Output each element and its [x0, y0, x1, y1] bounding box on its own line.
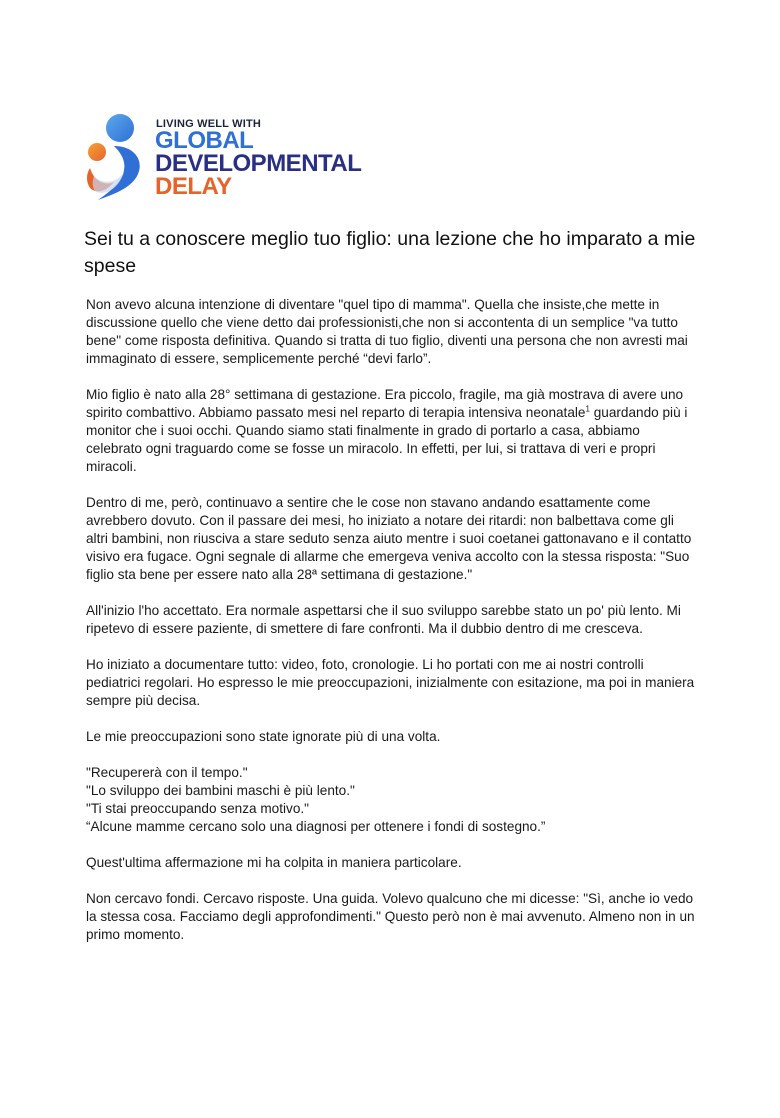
paragraph-birth-part2: guardando più i monitor che i suoi occhi. Quando siamo stati finalmente in grado di portarlo a casa, abbiamo celebrato ogni traguardo come se fosse un miracolo. In effetti, per lui, si trattava di veri e propri miracoli.	[86, 405, 688, 474]
footnote-marker: 1	[585, 404, 590, 414]
logo-word-developmental: DEVELOPMENTAL	[155, 150, 362, 177]
logo-figure-icon	[84, 112, 148, 204]
paragraph-ignored: Le mie preoccupazioni sono state ignorate più di una volta.	[86, 729, 441, 744]
paragraph-birth-part1: Mio figlio è nato alla 28° settimana di gestazione. Era piccolo, fragile, ma già mostrava di avere uno spirito combattivo. Abbiamo passato mesi nel reparto di terapia intensiva neonatale	[86, 387, 684, 420]
paragraph-birth	[86, 386, 698, 476]
quote-line: "Recupererà con il tempo."	[86, 765, 248, 780]
paragraph-documentation: Ho iniziato a documentare tutto: video, foto, cronologie. Li ho portati con me ai nostri controlli pediatrici regolari. Ho espresso le mie preoccupazioni, inizialmente con esitazione, ma poi in maniera sempre più decisa.	[86, 657, 695, 708]
paragraph-seeking-answers: Non cercavo fondi. Cercavo risposte. Una guida. Volevo qualcuno che mi dicesse: "Sì, anche io vedo la stessa cosa. Facciamo degli approfondimenti." Questo però non è mai avvenuto. Almeno non in un primo momento.	[86, 891, 695, 942]
quote-line: "Ti stai preoccupando senza motivo."	[86, 801, 309, 816]
paragraph-acceptance: All'inizio l'ho accettato. Era normale aspettarsi che il suo sviluppo sarebbe stato un po' più lento. Mi ripetevo di essere paziente, di smettere di fare confronti. Ma il dubbio dentro di me cresceva.	[86, 603, 681, 636]
paragraph-doubts: Dentro di me, però, continuavo a sentire che le cose non stavano andando esattamente come avrebbero dovuto. Con il passare dei mesi, ho iniziato a notare dei ritardi: non balbettava come gli altri bambini, non riusciva a stare seduto senza aiuto mentre i suoi coetanei gattonavano e il contatto visivo era fugace. Ogni segnale di allarme che emergeva veniva accolto con la stessa risposta: "Suo figlio sta bene per essere nato alla 28ª settimana di gestazione."	[86, 495, 692, 582]
quote-line: “Alcune mamme cercano solo una diagnosi per ottenere i fondi di sostegno.”	[86, 819, 546, 834]
paragraph-impact: Quest'ultima affermazione mi ha colpita in maniera particolare.	[86, 855, 462, 870]
paragraph-intro: Non avevo alcuna intenzione di diventare "quel tipo di mamma". Quella che insiste,che mette in discussione quello che viene detto dai professionisti,che non si accontenta di un semplice "va tutto bene" come risposta definitiva. Quando si tratta di tuo figlio, diventi una persona che non avresti mai immaginato di essere, semplicemente perché “devi farlo”.	[86, 297, 688, 366]
brand-logo	[84, 110, 362, 206]
quote-line: "Lo sviluppo dei bambini maschi è più lento."	[86, 783, 355, 798]
article-title: Sei tu a conoscere meglio tuo figlio: una lezione che ho imparato a mie spese	[84, 228, 696, 277]
logo-word-global: GLOBAL	[155, 127, 254, 154]
logo-tagline: LIVING WELL WITH	[156, 118, 262, 130]
article-body	[86, 296, 698, 962]
logo-word-delay: DELAY	[155, 173, 232, 200]
